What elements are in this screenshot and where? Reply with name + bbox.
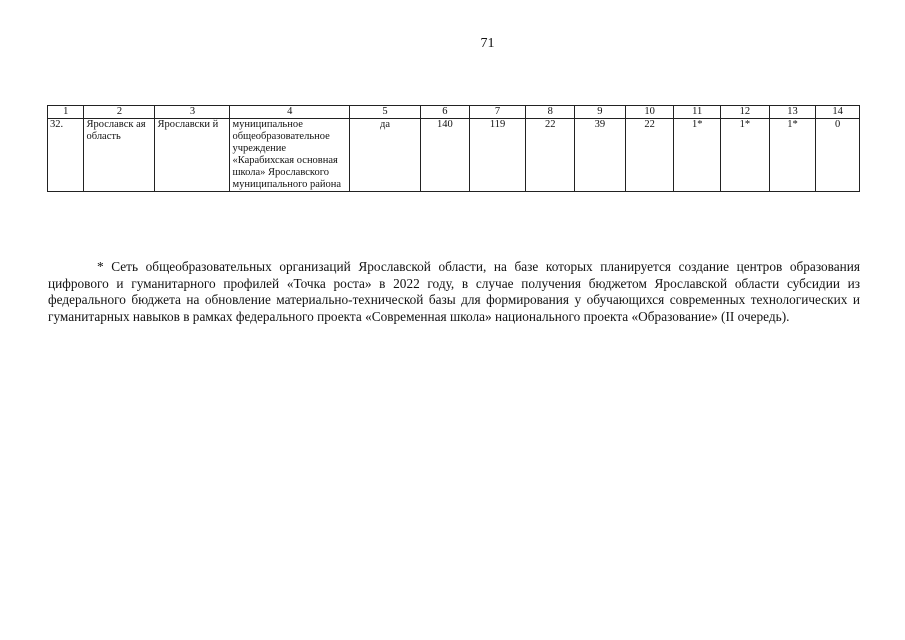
table-row: [48, 119, 860, 192]
column-header: 11: [674, 106, 721, 119]
column-header: 13: [769, 106, 816, 119]
column-header: 14: [816, 106, 860, 119]
data-table: [47, 105, 860, 192]
cell-value: 22: [526, 119, 575, 192]
cell-value: 140: [421, 119, 470, 192]
page-number: 71: [480, 36, 495, 51]
cell-region: Ярославск ая область: [84, 119, 155, 192]
column-header: 6: [421, 106, 470, 119]
cell-value: 1*: [674, 119, 721, 192]
cell-value: 22: [625, 119, 674, 192]
column-header: 12: [721, 106, 770, 119]
column-header: 7: [469, 106, 526, 119]
column-header: 10: [625, 106, 674, 119]
cell-value: 39: [575, 119, 626, 192]
column-header: 2: [84, 106, 155, 119]
cell-row-number: 32.: [48, 119, 84, 192]
table-header-row: [48, 106, 860, 119]
cell-value: 1*: [769, 119, 816, 192]
cell-organization: муниципальное общеобразовательное учреждение «Карабихская основная школа» Ярославского муниципального района: [230, 119, 350, 192]
cell-value: 1*: [721, 119, 770, 192]
cell-value: 0: [816, 119, 860, 192]
footnote: * Сеть общеобразовательных организаций Ярославской области, на базе которых планируется создание центров образования цифрового и гуманитарного профилей «Точка роста» в 2022 году, в случае получения бюджетом Ярославской области субсидии из федерального бюджета на обновление материально-технической базы для формирования у обучающихся современных технологических и гуманитарных навыков в рамках федерального проекта «Современная школа» национального проекта «Образование» (II очередь).: [48, 259, 860, 324]
cell-value: 119: [469, 119, 526, 192]
column-header: 3: [155, 106, 230, 119]
column-header: 9: [575, 106, 626, 119]
column-header: 8: [526, 106, 575, 119]
column-header: 1: [48, 106, 84, 119]
cell-municipality: Ярославски й: [155, 119, 230, 192]
column-header: 4: [230, 106, 350, 119]
column-header: 5: [350, 106, 421, 119]
cell-value: да: [350, 119, 421, 192]
